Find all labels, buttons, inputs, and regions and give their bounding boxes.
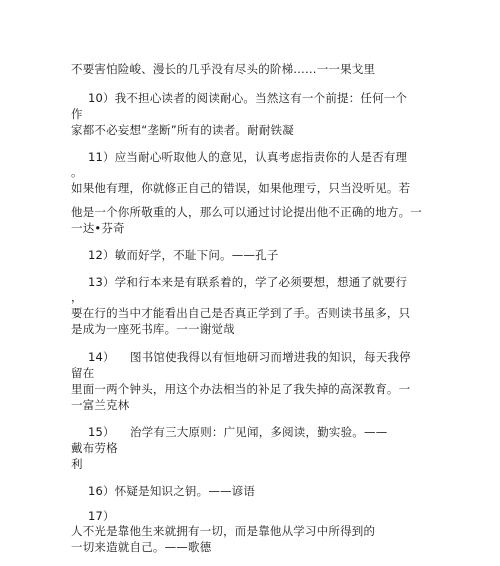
quote-11-line-5: 一达•芬奇 [71, 221, 125, 235]
quote-13-line-3: 要在行的当中才能看出自己是否真正学到了手。否则读书虽多，只 [71, 306, 411, 320]
quote-10-line-1: 10）我不担心读者的阅读耐心。当然这有一个前提：任何一个 [88, 91, 408, 105]
quote-11-line-4: 他是一个你所敬重的人，那么可以通过讨论提出他不正确的地方。一 [71, 205, 422, 219]
quote-10-line-3: 家都不必妄想“垄断”所有的读者。耐耐铁凝 [71, 123, 294, 137]
quote-12: 12）敏而好学，不耻下问。——孔子 [88, 248, 279, 262]
quote-13-line-2: ， [71, 290, 83, 304]
quote-13-line-4: 是成为一座死书库。一一谢觉哉 [71, 322, 235, 336]
quote-14-number: 14） [88, 350, 115, 364]
quote-15-number: 15） [88, 425, 115, 439]
quote-10-line-2: 作 [71, 107, 83, 121]
quote-15-line-1: 治学有三大原则：广见闻，多阅读，勤实验。—— [130, 425, 388, 439]
quote-13-line-1: 13）学和行本来是有联系着的，学了必须要想，想通了就要行 [88, 275, 408, 289]
quote-14-line-1: 图书馆使我得以有恒地研习而增进我的知识，每天我停 [130, 350, 411, 364]
quote-11-line-3: 如果他有理，你就修正自己的错误，如果他理亏，只当没听见。若 [71, 181, 411, 195]
quote-17-line-2: 一切来造就自己。——歌德 [71, 540, 212, 554]
quote-14-line-4: 一富兰克林 [71, 398, 130, 412]
quote-11-line-2: 。 [71, 165, 83, 179]
quote-11-line-1: 11）应当耐心听取他人的意见，认真考虑指责你的人是否有理 [88, 150, 408, 164]
quote-17-number: 17） [88, 509, 115, 523]
text-line: 不要害怕险峻、漫长的几乎没有尽头的阶梯……一一果戈里 [71, 62, 376, 76]
quote-15-line-3: 利 [71, 457, 83, 471]
quote-15-line-2: 戴布劳格 [71, 441, 118, 455]
quote-16: 16）怀疑是知识之钥。——谚语 [88, 484, 256, 498]
quote-14-line-2: 留在 [71, 366, 95, 380]
quote-14-line-3: 里面一两个钟头，用这个办法相当的补足了我失掉的高深教育。一 [71, 382, 411, 396]
quote-17-line-1: 人不光是靠他生来就拥有一切，而是靠他从学习中所得到的 [71, 524, 376, 538]
